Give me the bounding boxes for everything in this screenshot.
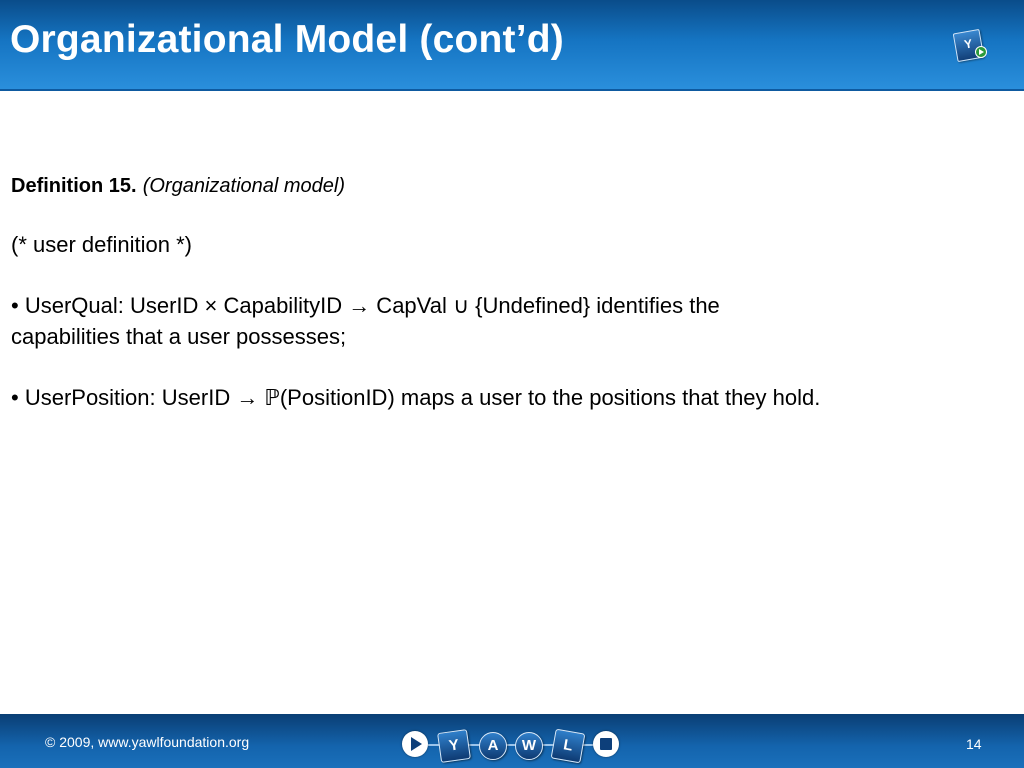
bullet-userposition: • UserPosition: UserID → ℙ(PositionID) maps a user to the positions that they hold. <box>11 385 821 410</box>
page-title: Organizational Model (cont’d) <box>10 18 564 61</box>
bullet-userqual-line2: capabilities that a user possesses; <box>11 324 347 349</box>
definition-label: Definition 15. <box>11 175 137 197</box>
nav-tile-y[interactable]: Y <box>437 729 471 763</box>
stop-icon <box>600 738 612 750</box>
footer-bar <box>0 714 1024 768</box>
definition-heading <box>11 170 345 201</box>
nav-circle-a[interactable]: A <box>479 732 507 760</box>
bullet-userqual-line1: • UserQual: UserID × CapabilityID → CapVal ∪ {Undefined} identifies the <box>11 293 720 318</box>
nav-circle-w[interactable]: W <box>515 732 543 760</box>
play-icon <box>411 737 422 751</box>
nav-tile-l[interactable]: L <box>551 729 586 764</box>
comment-line: (* user definition *) <box>11 232 192 257</box>
header-bar <box>0 0 1024 91</box>
copyright-text: © 2009, www.yawlfoundation.org <box>45 734 250 750</box>
stop-button[interactable] <box>593 731 619 757</box>
yawl-logo-icon: Y <box>953 29 985 62</box>
play-button[interactable] <box>402 731 428 757</box>
logo-play-icon <box>975 46 987 58</box>
definition-name: (Organizational model) <box>142 175 346 197</box>
page-number: 14 <box>966 736 982 752</box>
